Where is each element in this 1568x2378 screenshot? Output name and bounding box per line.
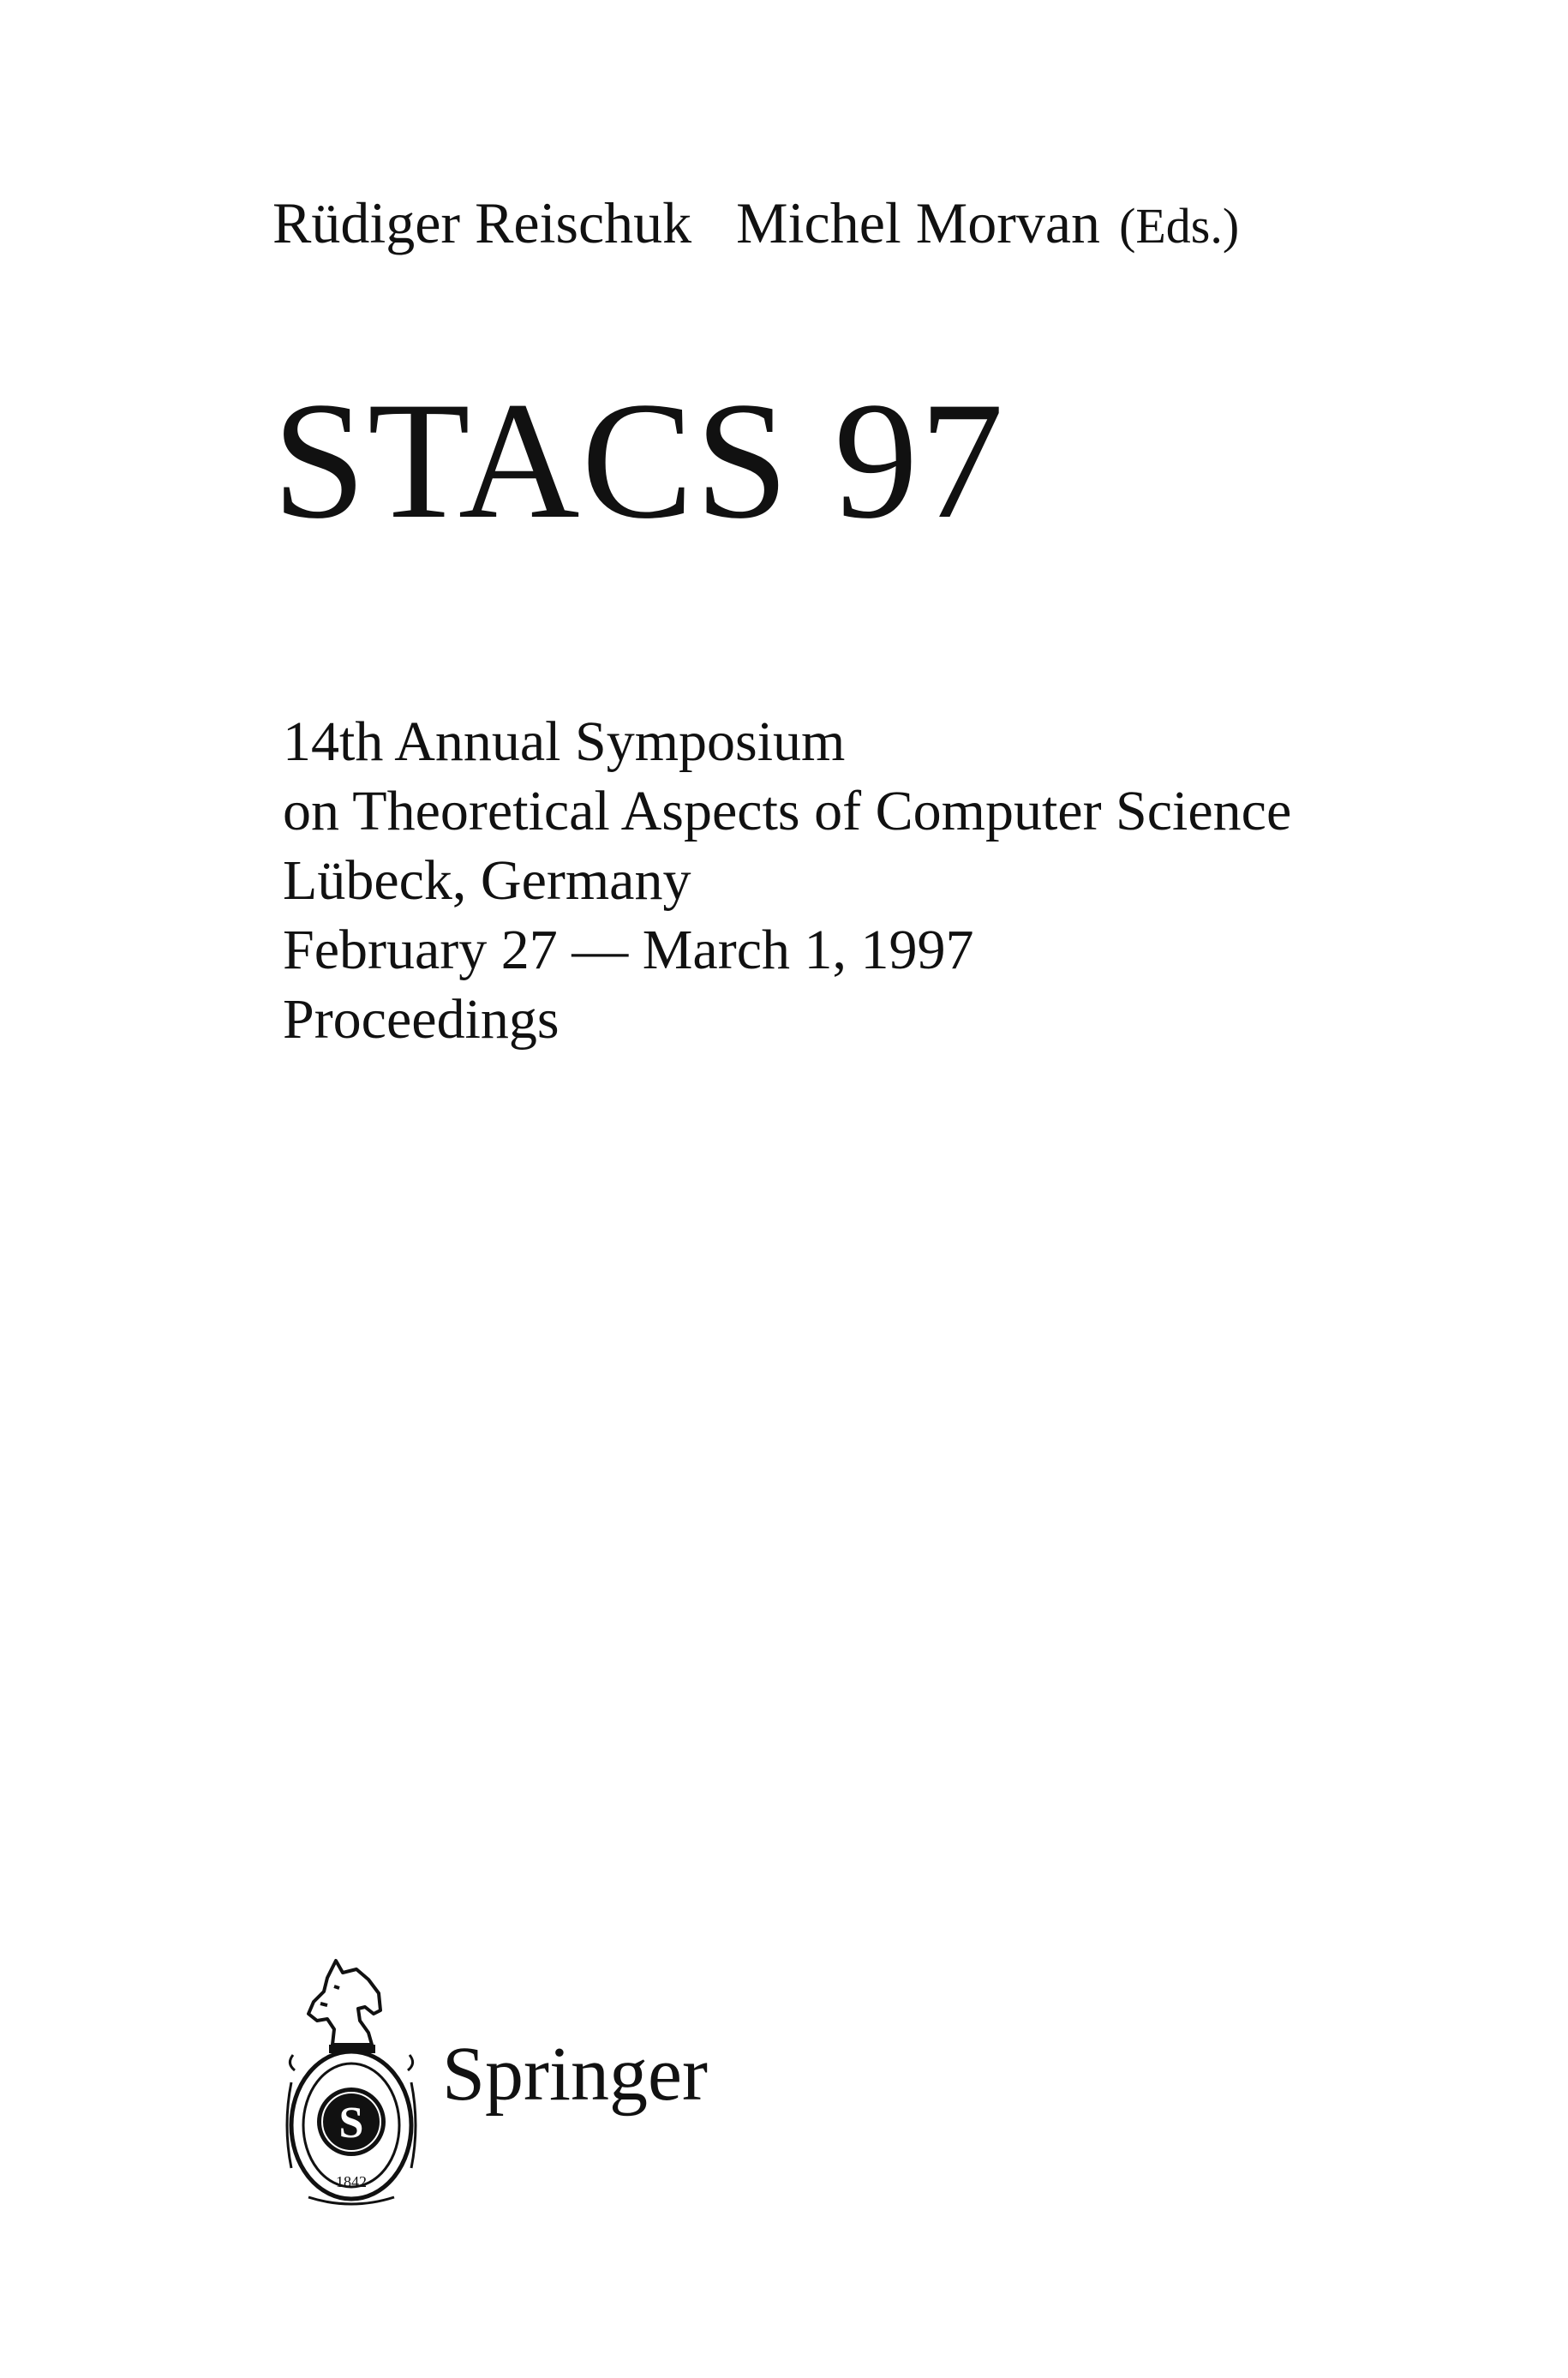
eds-label: (Eds.)	[1119, 198, 1240, 254]
subtitle-line: Proceedings	[283, 988, 560, 1051]
subtitle-block	[283, 707, 1291, 1054]
publisher-name: Springer	[442, 2032, 708, 2117]
editor-name: Michel Morvan	[736, 190, 1101, 255]
editor-name: Rüdiger Reischuk	[272, 190, 692, 255]
logo-year: 1842	[336, 2173, 367, 2190]
svg-text:S: S	[338, 2099, 364, 2147]
publisher-block	[283, 1954, 763, 2211]
springer-knight-logo-icon	[283, 1954, 420, 2211]
subtitle-line: on Theoretical Aspects of Computer Science	[283, 780, 1292, 842]
book-title: STACS 97	[272, 368, 1006, 554]
editors-line	[272, 190, 1240, 255]
subtitle-line: 14th Annual Symposium	[283, 710, 846, 773]
subtitle-line: February 27 — March 1, 1997	[283, 919, 974, 981]
subtitle-line: Lübeck, Germany	[283, 849, 691, 912]
